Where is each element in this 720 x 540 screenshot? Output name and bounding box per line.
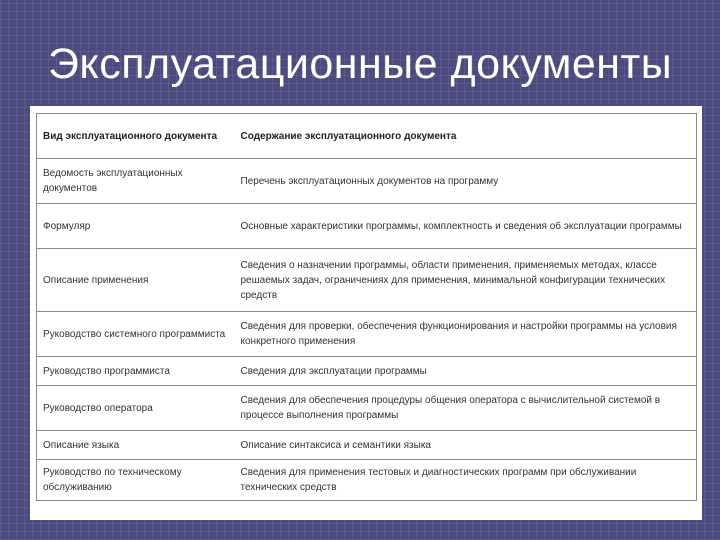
document-content-cell: Сведения для обеспечения процедуры общения оператора с вычислительной системой в процессе выполнения программы xyxy=(235,386,697,431)
document-type-cell: Описание языка xyxy=(37,431,235,460)
documents-table xyxy=(36,113,697,501)
table-row xyxy=(37,386,697,431)
document-content-cell: Основные характеристики программы, комплектность и сведения об эксплуатации программы xyxy=(235,204,697,249)
document-type-cell: Руководство системного программиста xyxy=(37,312,235,357)
slide-title: Эксплуатационные документы xyxy=(48,40,673,88)
table-header-row xyxy=(37,114,697,159)
table-row xyxy=(37,312,697,357)
header-document-type: Вид эксплуатационного документа xyxy=(37,114,235,159)
table-row xyxy=(37,357,697,386)
table-row xyxy=(37,159,697,204)
document-content-cell: Сведения о назначении программы, области применения, применяемых методах, классе решаемых задач, ограничениях для применения, минимальной конфигурации технических средств xyxy=(235,249,697,312)
document-type-cell: Ведомость эксплуатационных документов xyxy=(37,159,235,204)
document-content-cell: Сведения для проверки, обеспечения функционирования и настройки программы на условия конкретного применения xyxy=(235,312,697,357)
table-row xyxy=(37,204,697,249)
table-row xyxy=(37,460,697,501)
document-type-cell: Руководство оператора xyxy=(37,386,235,431)
document-type-cell: Руководство по техническому обслуживанию xyxy=(37,460,235,501)
header-document-content: Содержание эксплуатационного документа xyxy=(235,114,697,159)
document-content-cell: Сведения для эксплуатации программы xyxy=(235,357,697,386)
document-type-cell: Формуляр xyxy=(37,204,235,249)
document-content-cell: Описание синтаксиса и семантики языка xyxy=(235,431,697,460)
documents-table-panel xyxy=(30,106,702,520)
document-type-cell: Описание применения xyxy=(37,249,235,312)
document-content-cell: Сведения для применения тестовых и диагностических программ при обслуживании технических средств xyxy=(235,460,697,501)
table-row xyxy=(37,431,697,460)
document-type-cell: Руководство программиста xyxy=(37,357,235,386)
document-content-cell: Перечень эксплуатационных документов на программу xyxy=(235,159,697,204)
table-row xyxy=(37,249,697,312)
